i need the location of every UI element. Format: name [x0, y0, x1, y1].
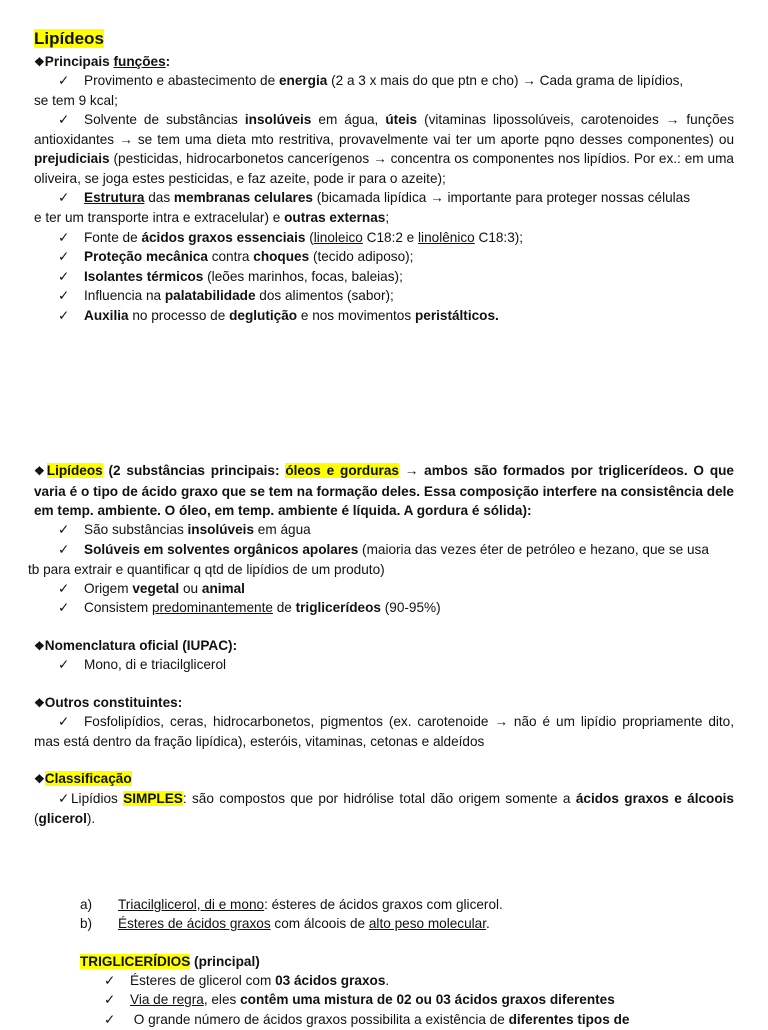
- funcao-degluticao: ✓ Auxilia no processo de deglutição e nos movimentos peristálticos.: [34, 306, 758, 326]
- title-line: [34, 29, 734, 50]
- diamond-bullet-icon: ❖: [34, 639, 45, 653]
- lipideos-soluveis: ✓ Solúveis em solventes orgânicos apolares (maioria das vezes éter de petróleo e hezano, que se usa tb para extrair e quantificar q qtd de lipídios de um produto): [28, 542, 709, 577]
- funcao-estrutura: ✓ Estrutura das membranas celulares (bicamada lipídica → importante para proteger nossas células e ter um transporte intra e extracelular) e outras externas;: [34, 190, 691, 225]
- section-classificacao-heading: ❖Classificação: [34, 771, 132, 786]
- check-icon: ✓: [58, 522, 70, 537]
- check-icon: ✓: [58, 581, 70, 596]
- check-icon: ✓: [58, 249, 70, 264]
- check-icon: ✓: [58, 190, 70, 205]
- arrow-icon: →: [494, 714, 508, 729]
- arrow-icon: →: [522, 73, 536, 88]
- check-icon: ✓: [58, 600, 70, 615]
- funcao-protecao: ✓ Proteção mecânica contra choques (tecido adiposo);: [34, 247, 758, 267]
- diamond-bullet-icon: ❖: [34, 464, 47, 478]
- diamond-bullet-icon: ❖: [34, 696, 45, 710]
- check-icon: ✓: [58, 269, 70, 284]
- funcao-solvente: ✓ Solvente de substâncias insolúveis em água, úteis (vitaminas lipossolúveis, carotenoides → funções antioxidantes → se tem uma dieta mto restritiva, provavelmente vai ter um aporte pqno desses componentes) ou prejudiciais (pesticidas, hidrocarbonetos cancerígenos → concentra os componentes nos lipídios. Por ex.: em uma oliveira, se joga estes pesticidas, e faz azeite, pode ir para o azeite);: [34, 112, 735, 186]
- section-funcoes-heading: ❖Principais funções:: [34, 54, 171, 69]
- arrow-icon: →: [119, 131, 133, 147]
- check-icon: ✓: [58, 288, 70, 303]
- check-icon: ✓: [58, 714, 70, 729]
- section-trigliceridios-heading: TRIGLICERÍDIOS (principal): [80, 954, 260, 969]
- section-outros-heading: ❖Outros constituintes:: [34, 695, 183, 710]
- page-title: Lipídeos: [34, 29, 104, 48]
- check-icon: ✓: [58, 657, 70, 672]
- arrow-icon: →: [665, 112, 680, 127]
- classificacao-simples: ✓Lipídios SIMPLES: são compostos que por hidrólise total dão origem somente a ácidos graxos e álcoois (glicerol).: [34, 791, 734, 826]
- check-icon: ✓: [104, 1012, 116, 1027]
- check-icon: ✓: [58, 308, 70, 323]
- check-icon: ✓: [58, 73, 70, 88]
- check-icon: ✓: [58, 791, 71, 806]
- trig-item-3: ✓ O grande número de ácidos graxos possibilita a existência de diferentes tipos de: [104, 1010, 734, 1030]
- lipideos-consistem: ✓ Consistem predominantemente de triglicerídeos (90-95%): [34, 598, 758, 618]
- lipideos-origem: ✓ Origem vegetal ou animal: [34, 579, 758, 599]
- check-icon: ✓: [104, 973, 116, 988]
- funcao-isolantes: ✓ Isolantes térmicos (leões marinhos, focas, baleias);: [34, 267, 758, 287]
- list-item-a: a) Triacilglicerol, di e mono: ésteres de ácidos graxos com glicerol.: [80, 897, 503, 912]
- nomenclatura-item: ✓ Mono, di e triacilglicerol: [34, 655, 758, 675]
- check-icon: ✓: [104, 992, 116, 1007]
- list-item-b: b) Ésteres de ácidos graxos com álcoois de alto peso molecular.: [80, 916, 490, 931]
- lipideos-insoluveis: ✓ São substâncias insolúveis em água: [34, 520, 758, 540]
- section-lipideos-heading: ❖Lipídeos (2 substâncias principais: óleos e gorduras → ambos são formados por triglicerídeos. O que varia é o tipo de ácido graxo que se tem na formação deles. Essa composição interfere na consistência dele em temp. ambiente. O óleo, em temp. ambiente é líquida. A gordura é sólida):: [34, 463, 734, 519]
- arrow-icon: →: [373, 151, 387, 167]
- funcao-acidos-graxos: ✓ Fonte de ácidos graxos essenciais (linoleico C18:2 e linolênico C18:3);: [34, 228, 758, 248]
- outros-constituintes-item: ✓ Fosfolipídios, ceras, hidrocarbonetos, pigmentos (ex. carotenoide → não é um lipídio propriamente dito, mas está dentro da fração lipídica), esteróis, vitaminas, cetonas e aldeídos: [34, 714, 735, 749]
- section-nomenclatura-heading: ❖Nomenclatura oficial (IUPAC):: [34, 638, 238, 653]
- check-icon: ✓: [58, 112, 70, 127]
- trig-item-2: ✓ Via de regra, eles contêm uma mistura de 02 ou 03 ácidos graxos diferentes: [104, 990, 744, 1010]
- check-icon: ✓: [58, 230, 70, 245]
- funcao-energia: ✓ Provimento e abastecimento de energia (2 a 3 x mais do que ptn e cho) → Cada grama de lipídios, se tem 9 kcal;: [34, 73, 684, 108]
- diamond-bullet-icon: ❖: [34, 772, 45, 786]
- arrow-icon: →: [404, 463, 419, 478]
- funcao-palatabilidade: ✓ Influencia na palatabilidade dos alimentos (sabor);: [34, 286, 758, 306]
- check-icon: ✓: [58, 542, 70, 557]
- diamond-bullet-icon: ❖: [34, 55, 45, 69]
- trig-item-1: ✓ Ésteres de glicerol com 03 ácidos graxos.: [104, 971, 744, 991]
- arrow-icon: →: [430, 190, 444, 205]
